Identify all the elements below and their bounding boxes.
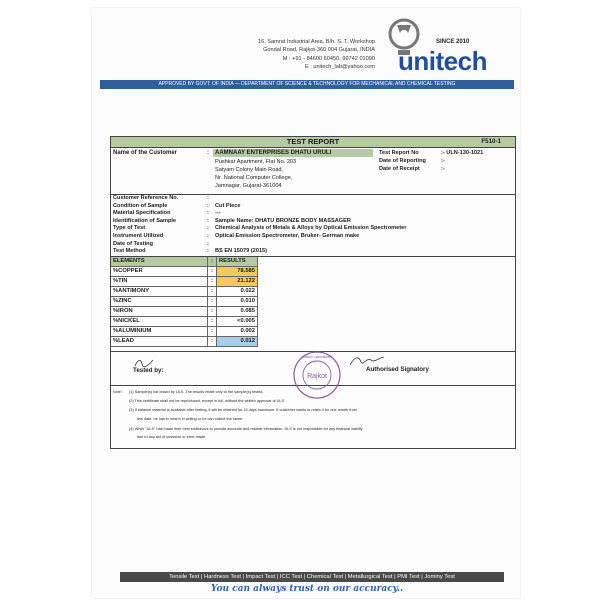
brand-logo-text: unitech: [398, 46, 487, 76]
detail-row: [111, 225, 515, 233]
colon: :: [207, 217, 209, 224]
element-result: 0.012: [217, 336, 258, 346]
elements-header: ELEMENTS: [111, 257, 208, 267]
detail-label: Date of Testing: [113, 240, 153, 247]
detail-value: BS EN 15079 (2015): [215, 248, 267, 255]
note-line: this date, he has to inform in writing or he can collect the same.: [137, 416, 244, 421]
signature-block: [111, 352, 515, 386]
element-name: %ALUMINIUM: [111, 326, 208, 336]
result-row: [111, 266, 258, 276]
detail-row: [111, 218, 515, 226]
element-result: 0.085: [217, 306, 258, 316]
report-title: TEST REPORT: [286, 137, 340, 146]
tested-by-label: Tested by:: [133, 366, 164, 374]
date-receipt-value: :-: [441, 166, 445, 172]
address-line: 16, Samrat Industrial Area, B/h. S. T. Workshop: [257, 39, 375, 45]
note-line: (2) This certificate shall not be reproduced, except in full, without the written approval of ULS.: [129, 398, 286, 403]
detail-label: Identification of Sample: [113, 217, 177, 224]
result-row: [111, 286, 258, 296]
date-reporting-label: Date of Reporting: [379, 158, 426, 164]
detail-row: [111, 195, 515, 203]
notes-block: [111, 386, 515, 448]
colon: :: [207, 202, 209, 209]
colon: :: [208, 316, 217, 326]
element-result: 0.010: [217, 296, 258, 306]
element-name: %TIN: [111, 276, 208, 286]
detail-value: Optical Emission Spectrometer, Bruker- German make: [215, 232, 360, 239]
detail-value: Chemical Analysis of Metals & Alloys by Optical Emission Spectrometer: [215, 225, 407, 232]
tagline: You can always trust on our accuracy..: [210, 584, 404, 594]
colon: :: [208, 286, 217, 296]
detail-value: Sample Name: DHATU BRONZE BODY MASSAGER: [215, 217, 351, 224]
services-banner: Tensile Test | Hardness Test | Impact Test | ICC Test | Chemical Test | Metallurgical Test | PMI Test | Jominy Test: [120, 572, 504, 582]
element-name: %IRON: [111, 306, 208, 316]
detail-row: [111, 233, 515, 241]
form-code: F510-1: [481, 138, 501, 145]
colon: :: [208, 336, 217, 346]
seal-ring-text: Unitech Laboratories: [301, 354, 333, 359]
colon: :: [207, 248, 209, 255]
element-name: %ZINC: [111, 296, 208, 306]
result-row: [111, 326, 258, 336]
results-header: RESULTS: [217, 257, 258, 267]
detail-row: [111, 210, 515, 218]
detail-value: ---: [215, 210, 221, 217]
customer-address-line: Nr. National Computer College,: [215, 175, 293, 181]
element-result: 78.585: [217, 266, 258, 276]
email-line: E : unitech_lab@yahoo.com: [304, 64, 375, 71]
result-row: [111, 336, 258, 346]
date-reporting-value: :-: [441, 158, 445, 164]
note-line: due to any act of omission or error made.: [137, 434, 207, 439]
result-row: [111, 306, 258, 316]
detail-label: Test Method: [113, 248, 146, 255]
detail-row: [111, 241, 515, 249]
colon: :: [208, 306, 217, 316]
test-report: [110, 136, 516, 449]
colon: :: [208, 326, 217, 336]
detail-label: Type of Test: [113, 225, 146, 232]
sample-details: [111, 195, 515, 257]
element-name: %COPPER: [111, 266, 208, 276]
results-table: [111, 257, 258, 347]
result-row: [111, 316, 258, 326]
colon: :: [208, 276, 217, 286]
customer-address-line: Pushkar Apartment, Flat No. 203: [215, 159, 297, 165]
detail-label: Instrument Utilized: [113, 232, 164, 239]
detail-value: Cut Piece: [215, 202, 241, 209]
results-section: [111, 257, 515, 352]
colon: :: [208, 257, 217, 267]
colon: :: [208, 266, 217, 276]
element-name: %ANTIMONY: [111, 286, 208, 296]
report-no-value: :- ULN-130-1021: [441, 150, 484, 156]
detail-label: Material Specification: [113, 210, 171, 217]
element-result: <0.005: [217, 316, 258, 326]
result-row: [111, 296, 258, 306]
detail-label: Customer Reference No.: [113, 195, 179, 201]
colon: :: [207, 225, 209, 232]
colon: :: [207, 195, 209, 201]
company-address: [235, 38, 375, 72]
results-header-row: [111, 257, 258, 267]
note-line: (4) While "ULS" has made their best endeavors to provide accurate and reliable information, ULS is not responsible for any financial liability: [129, 426, 363, 431]
detail-label: Condition of Sample: [113, 202, 168, 209]
address-line: Gondal Road, Rajkot-360 004 Gujarat, INDIA: [263, 47, 375, 54]
element-name: %LEAD: [111, 336, 208, 346]
date-receipt-label: Date of Receipt: [379, 166, 420, 172]
report-header: [111, 137, 515, 148]
element-result: 0.022: [217, 286, 258, 296]
report-no-label: Test Report No: [379, 150, 419, 156]
note-label: Note :: [113, 389, 124, 394]
since-label: SINCE 2010: [436, 39, 470, 45]
element-result: 0.002: [217, 326, 258, 336]
colon: :: [208, 296, 217, 306]
note-line: (3) If balance material is available after testing, it will be retained for 15 days maximum. If customer wants to retain it for one month from: [129, 407, 357, 412]
element-name: %NICKEL: [111, 316, 208, 326]
colon: :: [207, 240, 209, 247]
colon: :: [207, 150, 209, 156]
colon: :: [207, 210, 209, 217]
customer-address-line: Satyam Colony Main Road,: [215, 167, 284, 173]
element-result: 21.122: [217, 276, 258, 286]
result-row: [111, 276, 258, 286]
govt-approval-banner: APPROVED BY GOVT. OF INDIA — DEPARTMENT OF SCIENCE & TECHNOLOGY FOR MECHANICAL AND CHEMICAL TESTING: [100, 80, 514, 89]
customer-address-line: Jamnagar, Gujarat-361004: [215, 183, 282, 189]
authorised-signatory-label: Authorised Signatory: [366, 365, 429, 373]
customer-label: Name of the Customer: [113, 150, 178, 156]
seal-city: Rajkot: [307, 372, 327, 380]
customer-name: AAMNAAY ENTERPRISES DHATU URULI: [215, 150, 332, 156]
detail-row: [111, 203, 515, 211]
customer-block: [111, 148, 515, 195]
note-line: (1) Sample(s) not drawn by ULS. The results relate only to the sample(s) tested.: [129, 389, 264, 394]
phone-line: M : +91 - 84600 60450, 99742 01090: [282, 55, 375, 62]
detail-row: [111, 248, 515, 256]
colon: :: [207, 232, 209, 239]
